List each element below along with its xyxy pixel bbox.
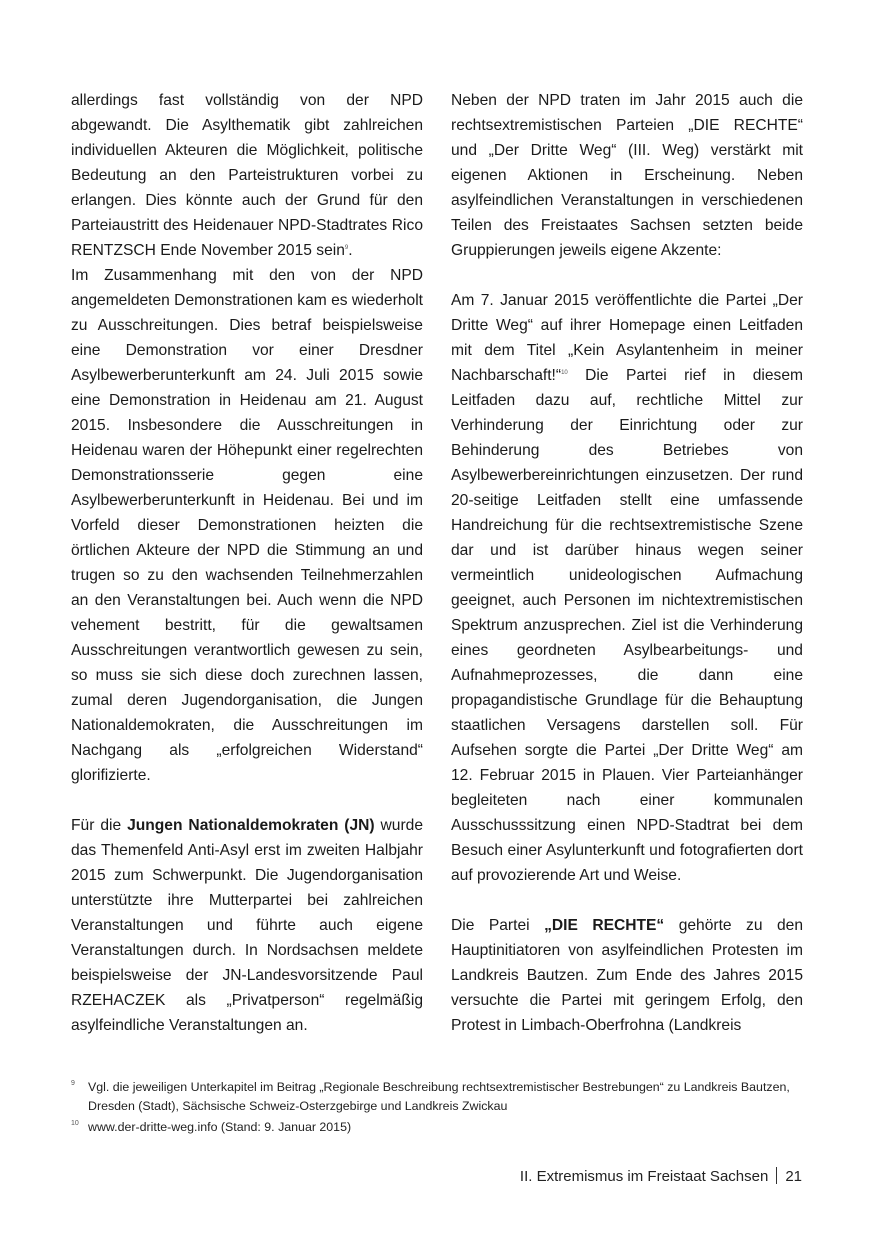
- paragraph-text: gehörte zu den Hauptinitiatoren von asylfeindlichen Protesten im Landkreis Bautzen. Zum Ende des Jahres 2015 versuchte die Partei mit geringem Erfolg, den Protest in Limbach-Oberfrohna (Landkreis: [451, 917, 803, 1034]
- footnote-number: 9: [71, 1080, 75, 1087]
- page-footer: [520, 1166, 802, 1188]
- footnotes: [71, 1078, 802, 1139]
- footnote-number: 10: [71, 1120, 79, 1127]
- bold-die-rechte: „DIE RECHTE“: [544, 917, 665, 934]
- paragraph-text: Die Partei rief in diesem Leitfaden dazu auf, rechtliche Mittel zur Verhinderung der Einrichtung oder zur Behinderung des Betriebes von Asylbewerbereinrichtungen einzusetzen. Der rund 20-seitige Leitfaden stellt eine umfassende Handreichung für die rechtsextremistische Szene dar und ist darüber hinaus wegen seiner vermeintlich unideologischen Aufmachung geeignet, auch Personen im nichtextremistischen Spektrum anzusprechen. Ziel ist die Verhinderung eines geordneten Asylbearbeitungs- und Aufnahmeprozesses, die dann eine propagandistische Grundlage für die Behauptung staatlichen Versagens darstellen soll. Für Aufsehen sorgte die Partei „Der Dritte Weg“ am 12. Februar 2015 in Plauen. Vier Parteianhänger begleiteten nach einer kommunalen Ausschusssitzung einen NPD-Stadtrat bei dem Besuch einer Asylunterkunft und fotografierten dort auf provozierende Art und Weise.: [451, 367, 803, 884]
- paragraph-jn: [71, 813, 423, 1038]
- paragraph-text: Am 7. Januar 2015 veröffentlichte die Partei „Der Dritte Weg“ auf ihrer Homepage einen Leitfaden mit dem Titel „Kein Asylantenheim in meiner Nachbarschaft!“: [451, 292, 803, 384]
- paragraph-text: allerdings fast vollständig von der NPD abgewandt. Die Asylthematik gibt zahlreichen individuellen Akteuren die Möglichkeit, politische Bedeutung an den Parteistrukturen vorbei zu erlangen. Dies könnte auch der Grund für den Parteiaustritt des Heidenauer NPD-Stadtrates Rico RENTZSCH Ende November 2015 sein: [71, 92, 423, 259]
- paragraph-npd-abgewandt: [71, 88, 423, 263]
- paragraph-text: Die Partei: [451, 917, 545, 934]
- footnote-text: Vgl. die jeweiligen Unterkapitel im Beitrag „Regionale Beschreibung rechtsextremistischer Bestrebungen“ zu Landkreis Bautzen, Dresden (Stadt), Sächsische Schweiz-Osterzgebirge und Landkreis Zwickau: [88, 1080, 790, 1113]
- right-column: [451, 88, 803, 1038]
- paragraph-text: wurde das Themenfeld Anti-Asyl erst im zweiten Halbjahr 2015 zum Schwerpunkt. Die Jugendorganisation unterstützte ihre Mutterpartei bei zahlreichen Veranstaltungen und führte auch eigene Veranstaltungen durch. In Nordsachsen meldete beispielsweise der JN-Landesvorsitzende Paul RZEHACZEK als „Privatperson“ regelmäßig asylfeindliche Veranstaltungen an.: [71, 817, 423, 1034]
- footnote-text: www.der-dritte-weg.info (Stand: 9. Januar 2015): [88, 1120, 352, 1134]
- footnote-10: [71, 1118, 802, 1137]
- paragraph-leitfaden: [451, 288, 803, 888]
- footer-separator: [776, 1167, 777, 1184]
- paragraph-ausschreitungen: Im Zusammenhang mit den von der NPD angemeldeten Demonstrationen kam es wiederholt zu Ausschreitungen. Dies betraf beispielsweise eine Demonstration vor einer Dresdner Asylbewerberunterkunft am 24. Juli 2015 sowie eine Demonstration in Heidenau am 21. August 2015. Insbesondere die Ausschreitungen in Heidenau waren der Höhepunkt einer regelrechten Demonstrationsserie gegen eine Asylbewerberunterkunft in Heidenau. Bei und im Vorfeld dieser Demonstrationen heizten die örtlichen Akteure der NPD die Stimmung an und trugen so zu den wachsenden Teilnehmerzahlen an den Veranstaltungen bei. Auch wenn die NPD vehement bestritt, für die gewaltsamen Ausschreitungen verantwortlich gewesen zu sein, so muss sie sich diese doch zurechnen lassen, zumal deren Jugendorganisation, die Jungen Nationaldemokraten, die Ausschreitungen im Nachgang als „erfolgreichen Widerstand“ glorifizierte.: [71, 267, 423, 784]
- footnote-9: [71, 1078, 802, 1116]
- chapter-title: II. Extremismus im Freistaat Sachsen: [519, 1168, 769, 1185]
- paragraph-end: .: [348, 242, 353, 259]
- paragraph-die-rechte: [451, 913, 803, 1038]
- paragraph-text: Für die: [71, 817, 128, 834]
- footnote-ref-9: 9: [344, 244, 349, 251]
- bold-jn: Jungen Nationaldemokraten (JN): [127, 817, 375, 834]
- page-number: 21: [785, 1168, 802, 1185]
- left-column: [71, 88, 423, 1038]
- footnote-ref-10: 10: [561, 369, 568, 376]
- paragraph-parteien: Neben der NPD traten im Jahr 2015 auch die rechtsextremistischen Parteien „DIE RECHTE“ und „Der Dritte Weg“ (III. Weg) verstärkt mit eigenen Aktionen in Erscheinung. Neben asylfeindlichen Veranstaltungen in verschiedenen Teilen des Freistaates Sachsen setzten beide Gruppierungen jeweils eigene Akzente:: [451, 92, 803, 259]
